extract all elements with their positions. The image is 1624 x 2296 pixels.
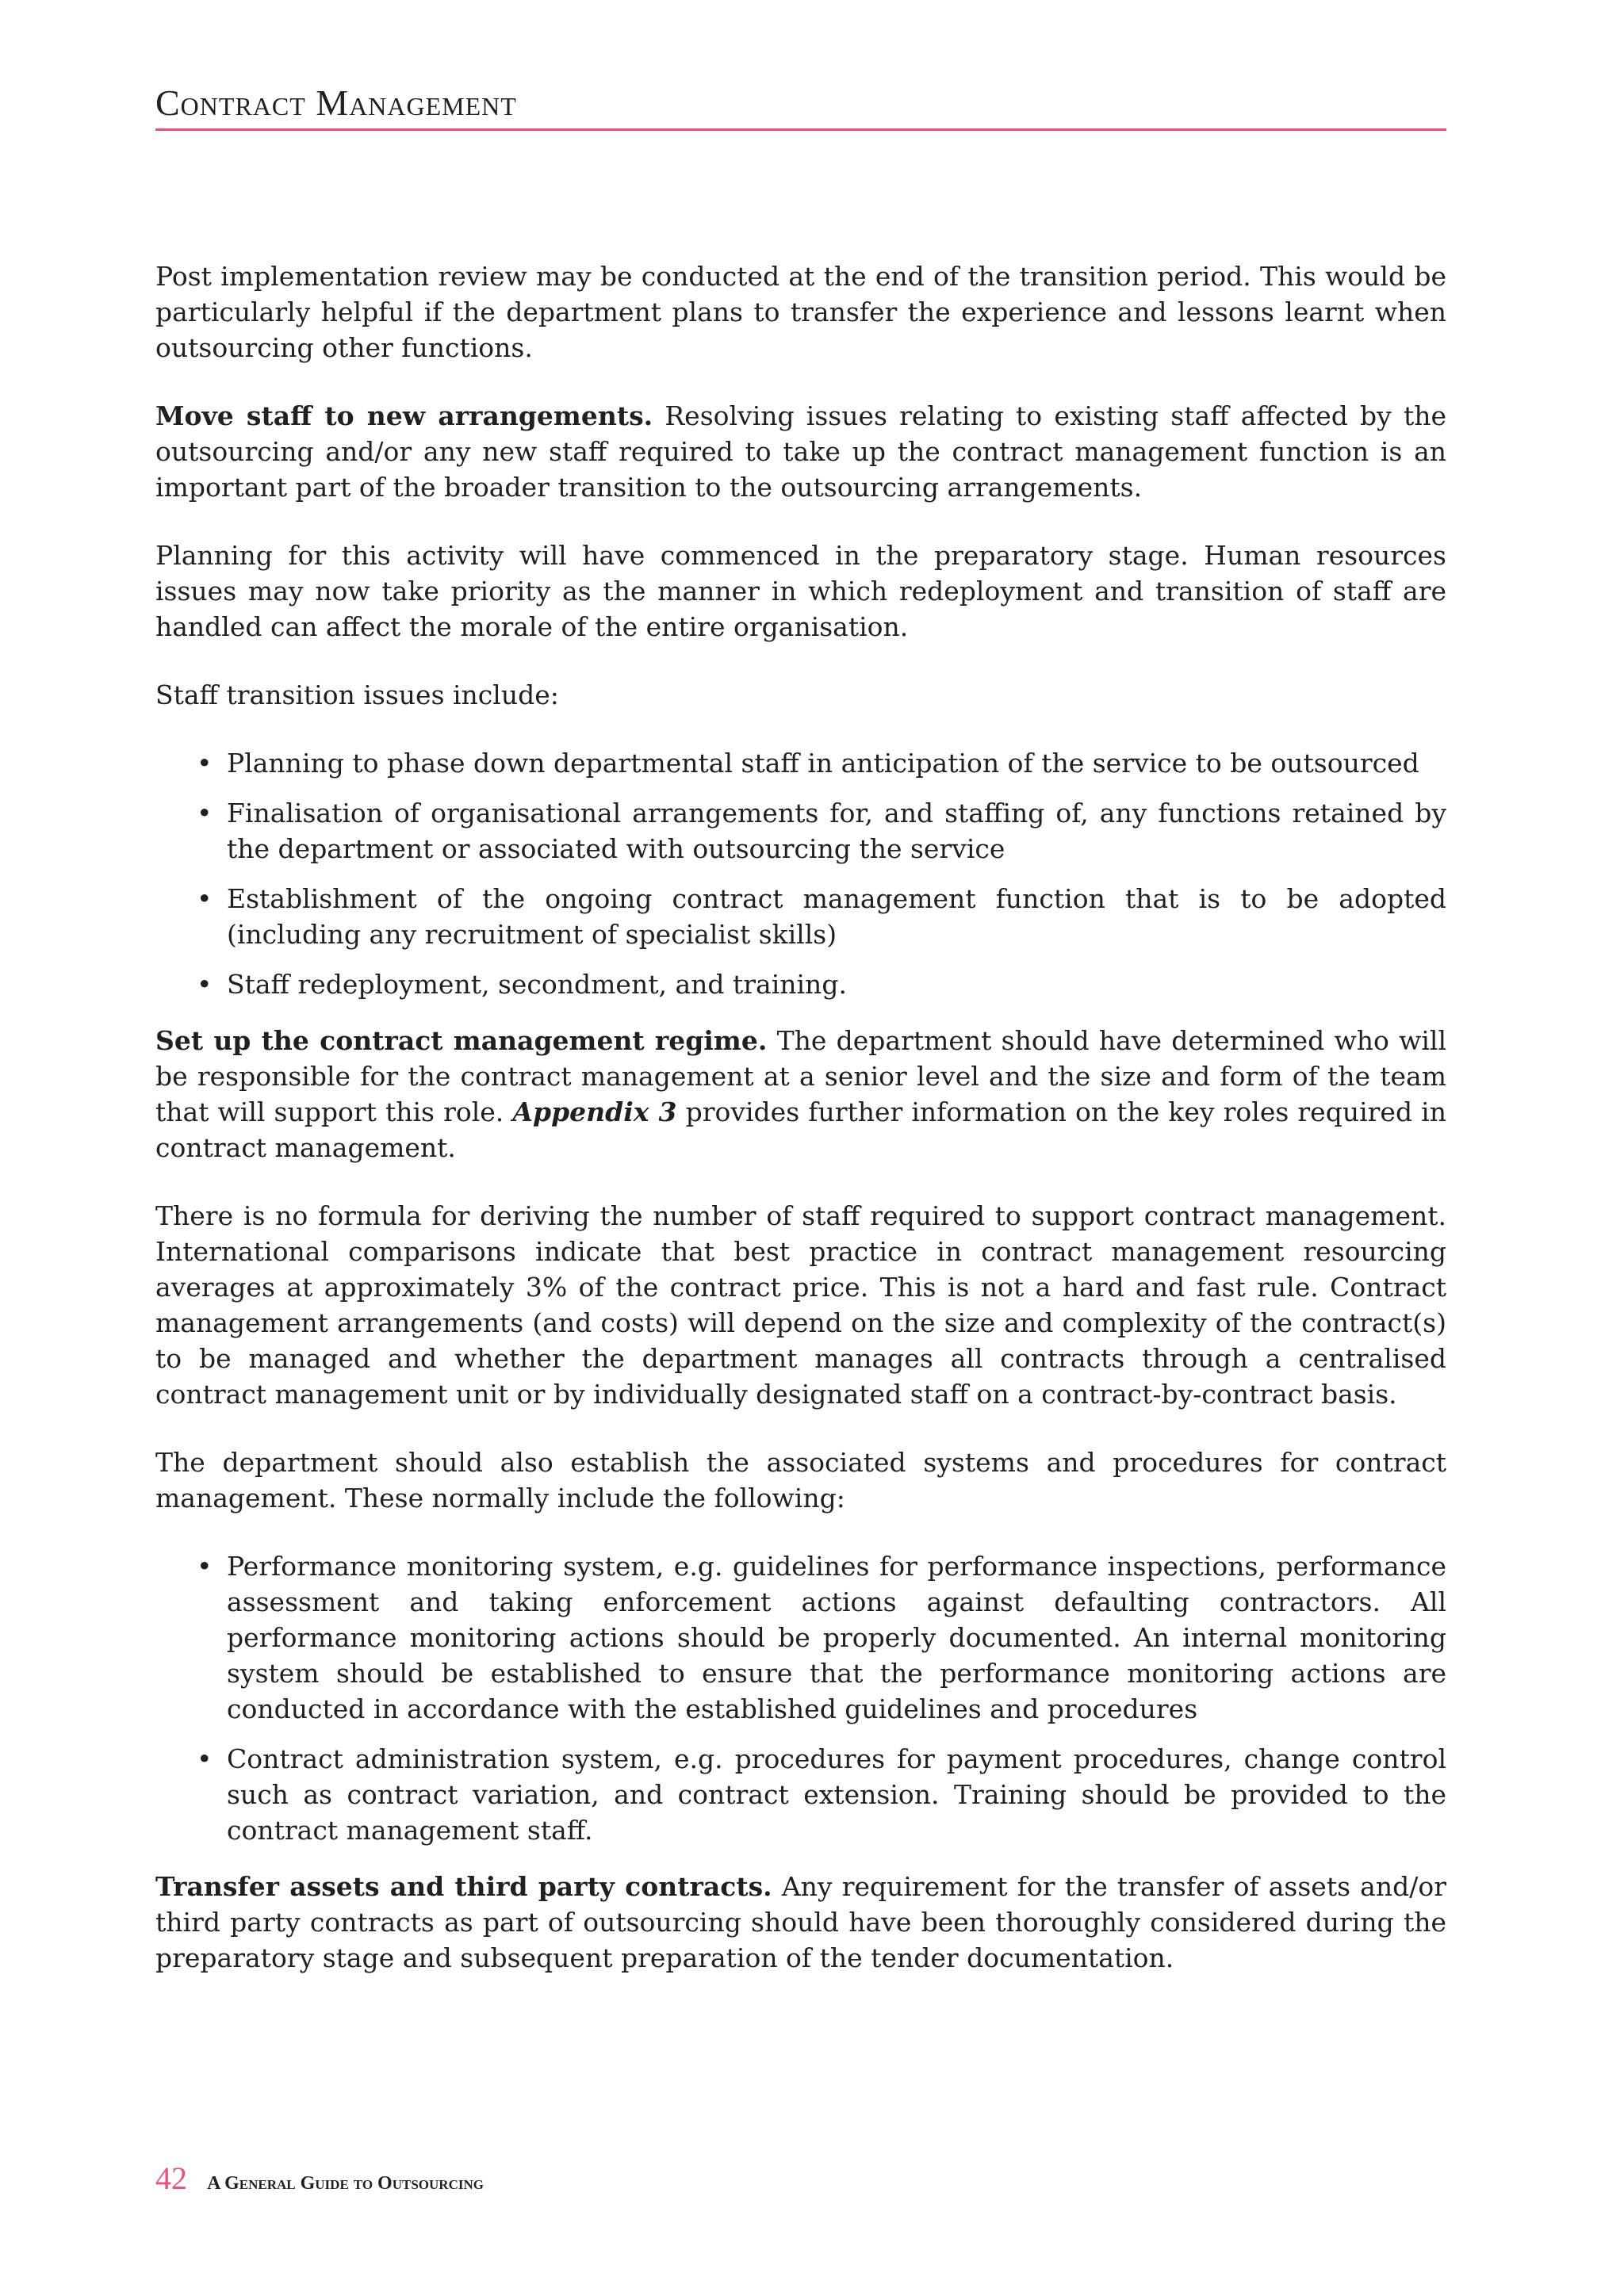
paragraph-transfer-assets xyxy=(155,1869,1446,1976)
paragraph-text: provides further information on the key roles required in contract management. xyxy=(155,1096,1446,1163)
systems-list xyxy=(155,1548,1446,1848)
running-footer xyxy=(155,2160,484,2197)
paragraph-systems-intro: The department should also establish the associated systems and procedures for contract management. These normally include the following: xyxy=(155,1447,1446,1513)
paragraph-staff-issues-intro: Staff transition issues include: xyxy=(155,679,559,710)
list-item xyxy=(155,881,1446,952)
section-heading-transfer-assets: Transfer assets and third party contracts. xyxy=(155,1871,772,1902)
header-rule xyxy=(155,128,1446,131)
section-heading-move-staff: Move staff to new arrangements. xyxy=(155,400,653,431)
paragraph-text: Any requirement for the transfer of assets and/or third party contracts as part of outsourcing should have been thoroughly considered during the preparatory stage and subsequent preparation of the tender documentation. xyxy=(155,1871,1446,1973)
paragraph-planning: Planning for this activity will have commenced in the preparatory stage. Human resources issues may now take priority as the manner in which redeployment and transition of staff are handled can affect the morale of the entire organisation. xyxy=(155,540,1446,642)
running-header xyxy=(155,82,1446,131)
bullet-icon: • xyxy=(197,748,213,779)
paragraph-text: The department should have determined who will be responsible for the contract management at a senior level and the size and form of the team that will support this role. xyxy=(155,1025,1446,1127)
paragraph-move-staff xyxy=(155,398,1446,505)
footer-title: A General Guide to Outsourcing xyxy=(207,2173,484,2194)
bullet-icon: • xyxy=(197,969,213,1000)
list-item-text: Finalisation of organisational arrangements for, and staffing of, any functions retained by the department or associated with outsourcing the service xyxy=(227,798,1446,864)
list-item-text: Establishment of the ongoing contract management function that is to be adopted (including any recruitment of specialist skills) xyxy=(227,883,1446,950)
list-item xyxy=(155,1548,1446,1727)
list-item-text: Performance monitoring system, e.g. guidelines for performance inspections, performance assessment and taking enforcement actions against defaulting contractors. All performance monitoring actions should be properly documented. An internal monitoring system should be established to ensure that the performance monitoring actions are conducted in accordance with the established guidelines and procedures xyxy=(227,1551,1446,1724)
list-item xyxy=(155,966,1446,1002)
list-item-text: Staff redeployment, secondment, and training. xyxy=(227,969,847,1000)
paragraph-text: Resolving issues relating to existing staff affected by the outsourcing and/or any new staff required to take up the contract management function is an important part of the broader transition to the outsourcing arrangements. xyxy=(155,400,1446,503)
list-item-text: Contract administration system, e.g. procedures for payment procedures, change control such as contract variation, and contract extension. Training should be provided to the contract management staff. xyxy=(227,1743,1446,1846)
list-item xyxy=(155,745,1446,781)
paragraph-contract-regime xyxy=(155,1023,1446,1165)
bullet-icon: • xyxy=(197,1743,213,1774)
section-heading-contract-regime: Set up the contract management regime. xyxy=(155,1025,768,1056)
appendix-reference: Appendix 3 xyxy=(512,1096,677,1127)
page-number: 42 xyxy=(155,2160,187,2196)
main-content xyxy=(155,258,1446,2008)
paragraph-review: Post implementation review may be conducted at the end of the transition period. This would be particularly helpful if the department plans to transfer the experience and lessons learnt when outsourcing other functions. xyxy=(155,261,1446,363)
bullet-icon: • xyxy=(197,1551,213,1582)
header-title: Contract Management xyxy=(155,82,517,123)
list-item-text: Planning to phase down departmental staff in anticipation of the service to be outsourced xyxy=(227,748,1419,779)
paragraph-staffing-formula: There is no formula for deriving the number of staff required to support contract management. International comparisons indicate that best practice in contract management resourcing averages at approximately 3% of the contract price. This is not a hard and fast rule. Contract management arrangements (and costs) will depend on the size and complexity of the contract(s) to be managed and whether the department manages all contracts through a centralised contract management unit or by individually designated staff on a contract-by-contract basis. xyxy=(155,1200,1446,1410)
bullet-icon: • xyxy=(197,883,213,914)
list-item xyxy=(155,1741,1446,1848)
list-item xyxy=(155,795,1446,867)
bullet-icon: • xyxy=(197,798,213,828)
staff-issues-list xyxy=(155,745,1446,1002)
